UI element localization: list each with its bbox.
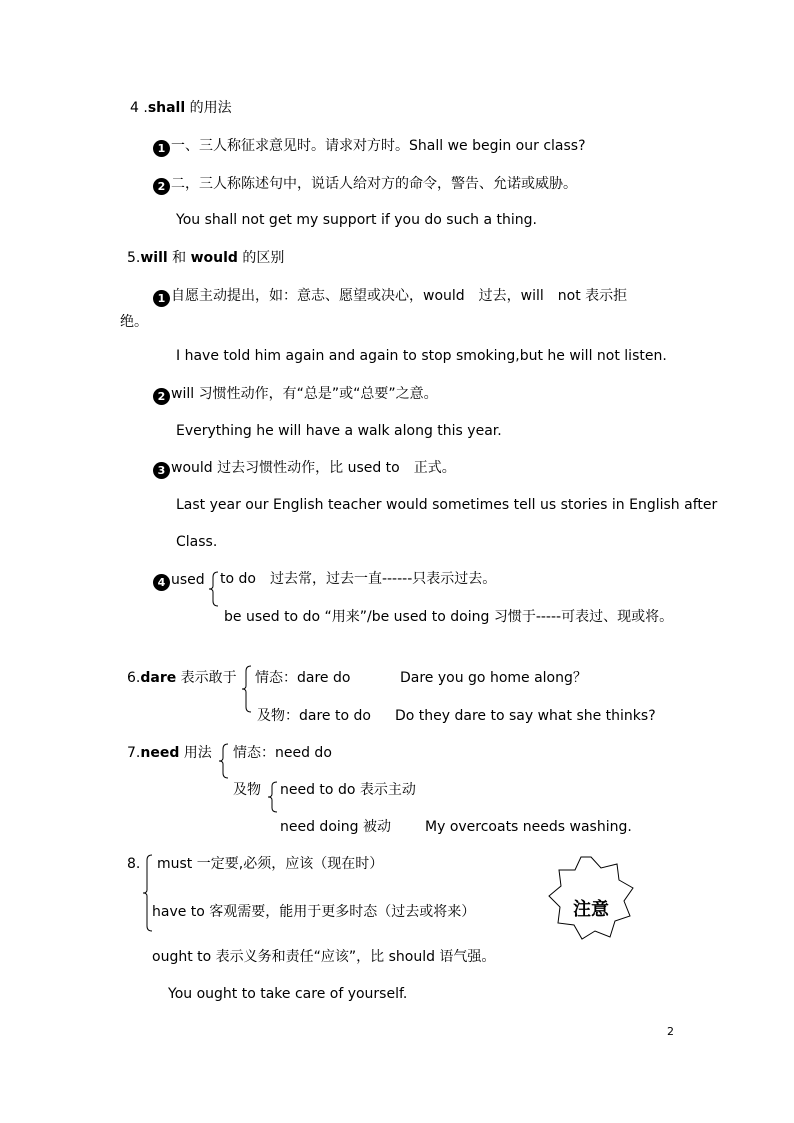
- must-line: must 一定要,必须，应该（现在时）: [157, 856, 384, 872]
- circled-number-1: 1: [153, 290, 170, 307]
- shall-example: You shall not get my support if you do such a thing.: [176, 212, 537, 228]
- ought-to-line: ought to 表示义务和责任“应该”，比 should 语气强。: [152, 949, 496, 965]
- left-brace-icon: [216, 742, 230, 780]
- need-branch-1: need to do 表示主动: [280, 782, 416, 798]
- circled-number-2: 2: [153, 388, 170, 405]
- will-item-1-continued: 绝。: [120, 314, 148, 330]
- item-label: used: [171, 572, 205, 588]
- keyword-will: will: [140, 250, 168, 266]
- keyword-dare: dare: [140, 670, 177, 686]
- will-item-3: [153, 458, 456, 479]
- section-5-heading: [127, 248, 284, 268]
- left-brace-icon: [265, 780, 279, 814]
- keyword-would: would: [190, 250, 238, 266]
- need-branch-2: need doing 被动: [280, 819, 391, 835]
- used-branch-2: be used to do “用来”/be used to doing 习惯于-----可表过、现或将。: [224, 609, 674, 625]
- circled-number-4: 4: [153, 574, 170, 591]
- dare-modal: 情态：dare do: [255, 670, 351, 686]
- dare-modal-example: Dare you go home along？: [400, 670, 587, 686]
- circled-number-2: 2: [153, 178, 170, 195]
- section-4-heading: [130, 98, 232, 118]
- item-text: will 习惯性动作，有“总是”或“总要”之意。: [171, 386, 438, 402]
- shall-item-2: [153, 174, 577, 195]
- will-item-3-example-continued: Class.: [176, 534, 218, 550]
- heading-text: 和: [167, 250, 191, 266]
- section-number: 7.: [127, 745, 141, 761]
- item-text: 二，三人称陈述句中，说话人给对方的命令，警告、允诺或威胁。: [171, 176, 577, 192]
- dare-transitive: 及物：dare to do: [257, 708, 371, 724]
- dare-transitive-example: Do they dare to say what she thinks?: [395, 708, 656, 724]
- section-number: 6.: [127, 670, 141, 686]
- item-text: 自愿主动提出，如：意志、愿望或决心，would 过去，will not 表示拒: [171, 288, 628, 304]
- need-modal: 情态：need do: [233, 745, 332, 761]
- starburst-icon: [547, 855, 635, 941]
- will-item-4: [153, 570, 205, 591]
- circled-number-3: 3: [153, 462, 170, 479]
- section-number: 4 .: [130, 100, 148, 116]
- left-brace-icon: [239, 664, 253, 714]
- heading-text: 的区别: [237, 250, 285, 266]
- heading-text: 表示敢于: [176, 670, 237, 686]
- need-transitive-label: 及物: [233, 782, 261, 798]
- need-example: My overcoats needs washing.: [425, 819, 632, 835]
- heading-text: 用法: [179, 745, 212, 761]
- section-7-heading: [127, 743, 212, 763]
- keyword-need: need: [140, 745, 180, 761]
- heading-text: 的用法: [185, 100, 232, 116]
- section-number: 5.: [127, 250, 141, 266]
- will-item-2-example: Everything he will have a walk along this year.: [176, 423, 502, 439]
- keyword-shall: shall: [147, 100, 186, 116]
- will-item-1-example: I have told him again and again to stop smoking,but he will not listen.: [176, 348, 667, 364]
- ought-to-example: You ought to take care of yourself.: [168, 986, 408, 1002]
- item-text: 一、三人称征求意见时。请求对方时。Shall we begin our class?: [171, 138, 586, 154]
- have-to-line: have to 客观需要，能用于更多时态（过去或将来）: [152, 904, 476, 920]
- section-6-heading: [127, 668, 237, 688]
- circled-number-1: 1: [153, 140, 170, 157]
- will-item-3-example: Last year our English teacher would sometimes tell us stories in English after: [176, 497, 718, 513]
- left-brace-icon: [206, 570, 220, 608]
- will-item-2: [153, 384, 438, 405]
- badge-text: 注意: [573, 899, 609, 920]
- used-branch-1: to do 过去常，过去一直------只表示过去。: [220, 571, 497, 587]
- shall-item-1: [153, 136, 586, 157]
- section-8-number: 8.: [127, 856, 141, 872]
- attention-badge: [547, 855, 635, 941]
- page-number: 2: [667, 1025, 674, 1038]
- will-item-1: [153, 286, 627, 307]
- item-text: would 过去习惯性动作，比 used to 正式。: [171, 460, 456, 476]
